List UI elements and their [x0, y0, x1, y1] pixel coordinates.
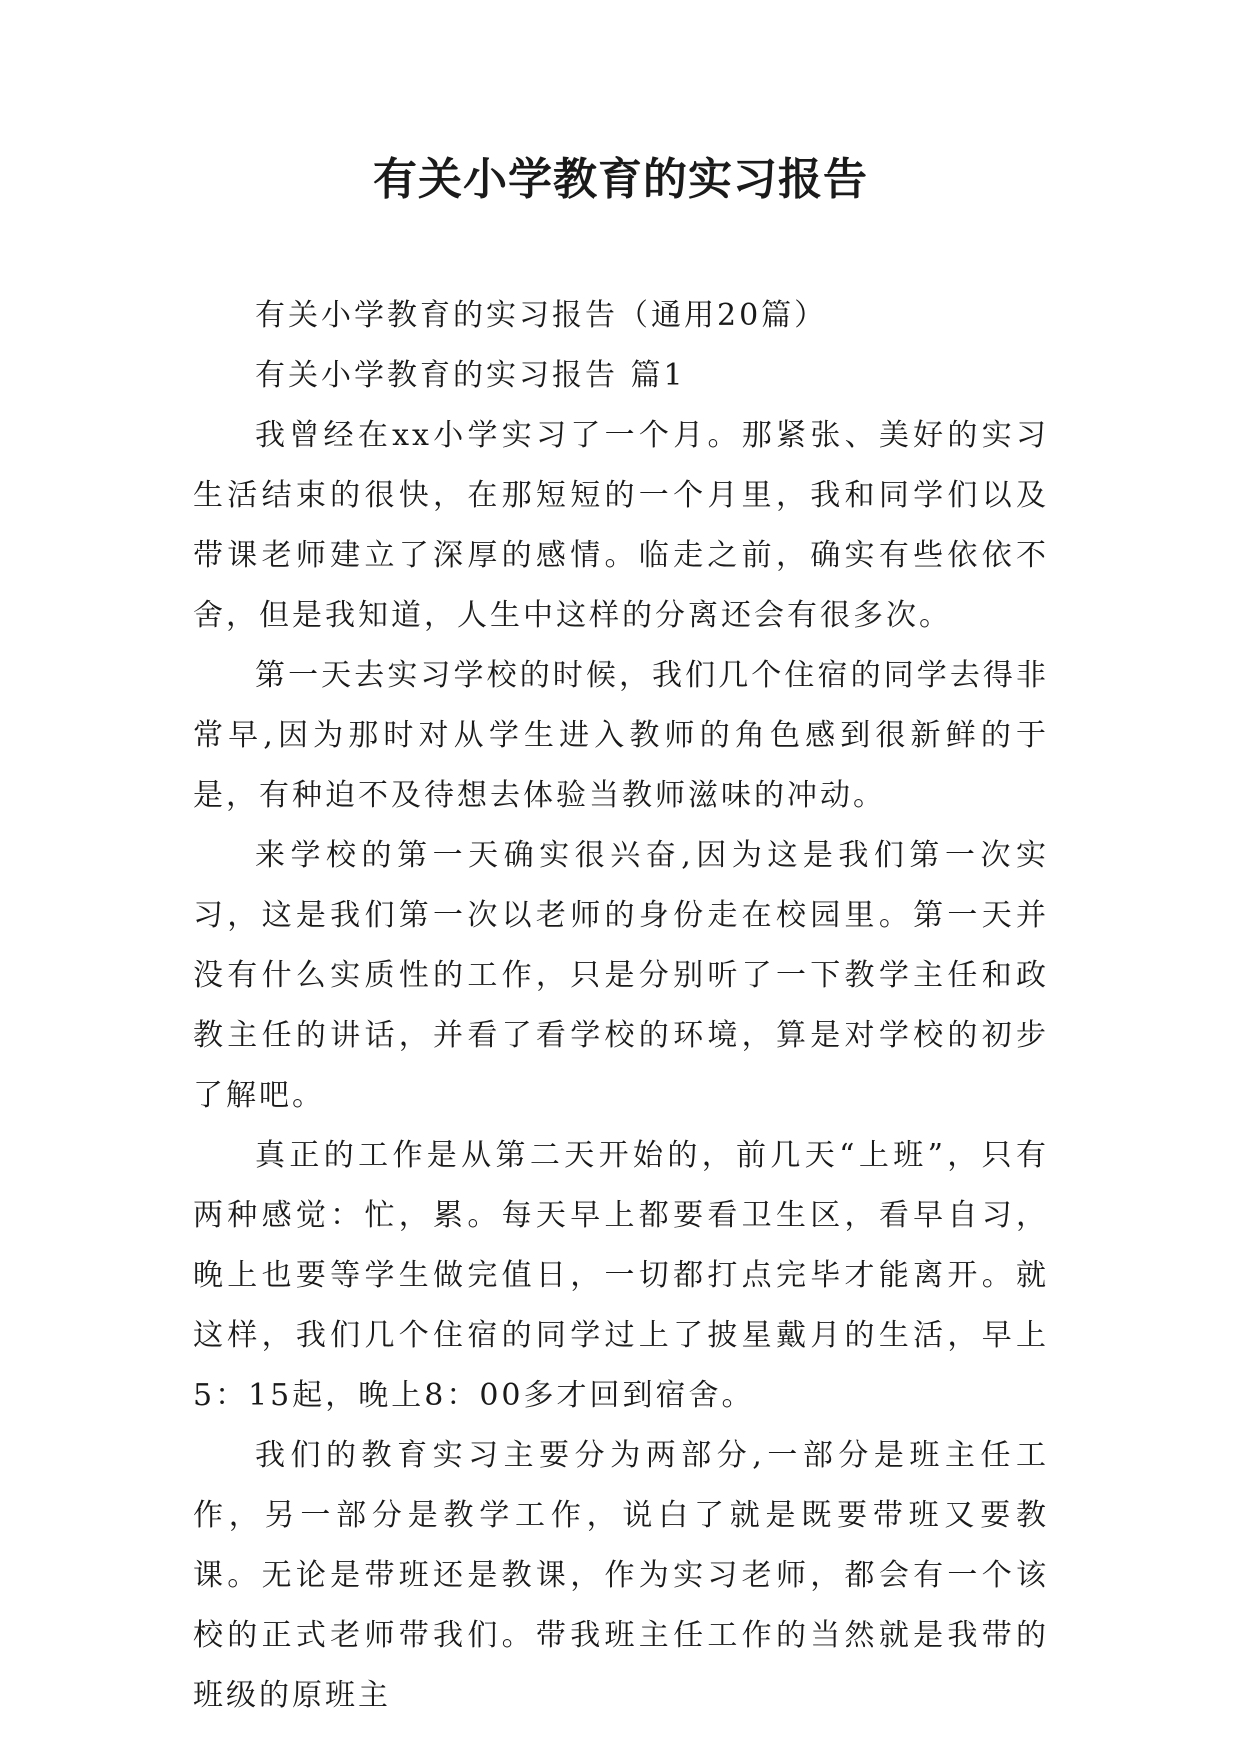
paragraph-5: 我们的教育实习主要分为两部分,一部分是班主任工作，另一部分是教学工作，说白了就是既要带班又要教课。无论是带班还是教课，作为实习老师，都会有一个该校的正式老师带我们。带我班主任工作的当然就是我带的班级的原班主	[193, 1438, 1049, 1713]
paragraph-1: 我曾经在xx小学实习了一个月。那紧张、美好的实习生活结束的很快，在那短短的一个月里，我和同学们以及带课老师建立了深厚的感情。临走之前，确实有些依依不舍，但是我知道，人生中这样的分离还会有很多次。	[193, 418, 1049, 633]
paragraph-4: 真正的工作是从第二天开始的，前几天“上班”，只有两种感觉：忙，累。每天早上都要看卫生区，看早自习，晚上也要等学生做完值日，一切都打点完毕才能离开。就这样，我们几个住宿的同学过上了披星戴月的生活，早上5：15起，晚上8：00多才回到宿舍。	[193, 1138, 1049, 1413]
paragraph-3: 来学校的第一天确实很兴奋,因为这是我们第一次实习，这是我们第一次以老师的身份走在校园里。第一天并没有什么实质性的工作，只是分别听了一下教学主任和政教主任的讲话，并看了看学校的环境，算是对学校的初步了解吧。	[193, 838, 1049, 1113]
section-heading: 有关小学教育的实习报告 篇1	[255, 358, 686, 393]
document-body	[193, 286, 1049, 1726]
document-subtitle: 有关小学教育的实习报告（通用20篇）	[255, 298, 828, 333]
paragraph-2: 第一天去实习学校的时候，我们几个住宿的同学去得非常早,因为那时对从学生进入教师的角色感到很新鲜的于是，有种迫不及待想去体验当教师滋味的冲动。	[193, 658, 1049, 813]
document-title: 有关小学教育的实习报告	[373, 154, 868, 205]
